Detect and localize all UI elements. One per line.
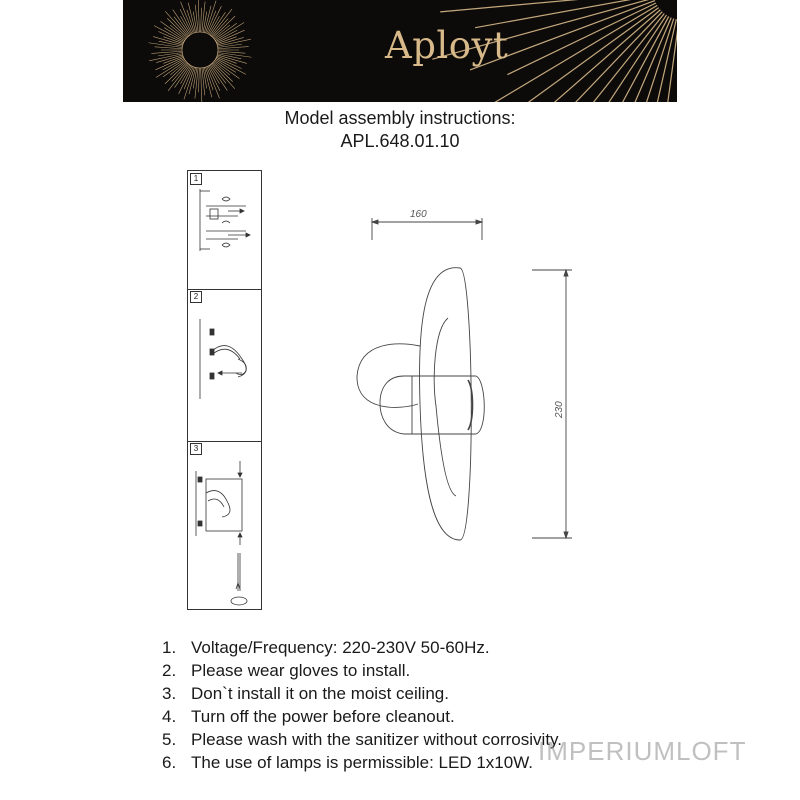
step-3-diagram-icon	[188, 441, 261, 611]
safety-notes-list	[162, 636, 562, 774]
list-item: 4. Turn off the power before cleanout.	[162, 707, 455, 726]
lamp-shade-inner	[434, 318, 456, 496]
brand-banner	[123, 0, 677, 102]
assembly-step-1	[188, 171, 261, 290]
step-2-diagram-icon	[188, 289, 261, 441]
list-item: 6. The use of lamps is permissible: LED 1x10W.	[162, 753, 534, 772]
assembly-steps-panel	[187, 170, 262, 610]
step-1-diagram-icon	[188, 171, 261, 289]
mount-cup	[380, 376, 404, 434]
list-item: 5. Please wash with the sanitizer without corrosivity.	[162, 730, 563, 749]
brand-name: Aployt	[385, 24, 509, 67]
list-item: 1. Voltage/Frequency: 220-230V 50-60Hz.	[162, 638, 490, 657]
list-item: 2. Please wear gloves to install.	[162, 661, 411, 680]
lamp-shade-outer	[419, 268, 471, 540]
assembly-step-3	[188, 441, 261, 611]
step-number: 2	[190, 291, 202, 303]
watermark: IMPERIUMLOFT	[538, 736, 747, 766]
step-number: 1	[190, 173, 202, 185]
height-dimension-label: 230	[554, 401, 565, 418]
product-dimension-drawing	[300, 200, 600, 560]
model-number: APL.648.01.10	[340, 131, 460, 151]
list-item: 3. Don`t install it on the moist ceiling.	[162, 684, 449, 703]
assembly-step-2	[188, 289, 261, 442]
page-title: Model assembly instructions:	[284, 108, 516, 128]
width-dimension-label: 160	[410, 209, 427, 220]
step-number: 3	[190, 443, 202, 455]
